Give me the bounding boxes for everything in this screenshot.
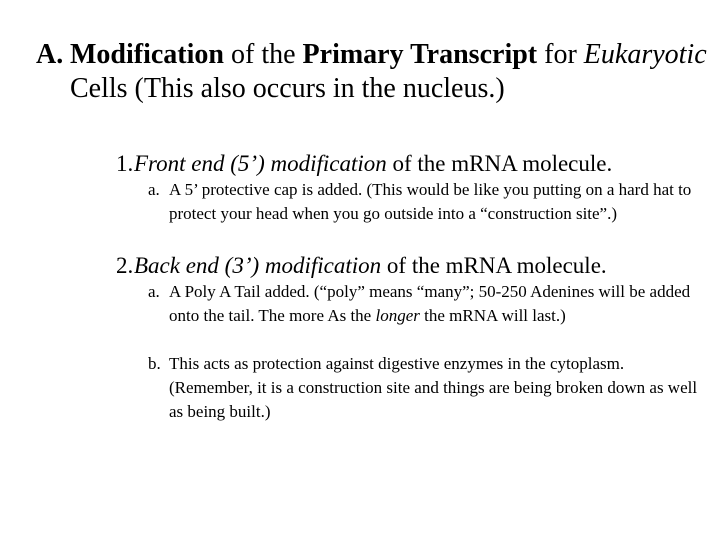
point-1-sub-a-text: A 5’ protective cap is added. (This would be like you putting on a hard hat to protect your head when you go outside into a “construction site”.) [169, 180, 692, 223]
point-2 [116, 252, 696, 280]
heading-italic-eukaryotic: Eukaryotic [583, 39, 707, 70]
point-2-sub-b-letter: b. [148, 354, 161, 373]
point-2-rest: of the mRNA molecule. [381, 253, 607, 278]
heading-text-2: for [537, 39, 584, 70]
point-1-sub-a [148, 178, 709, 226]
point-1-italic: Front end (5’) modification [134, 151, 387, 176]
point-1 [116, 150, 696, 178]
point-2-sub-b [148, 352, 709, 424]
point-2-sub-a-text-after: the mRNA will last.) [419, 306, 566, 325]
point-2-sub-b-text: This acts as protection against digestive enzymes in the cytoplasm. (Remember, it is a construction site and things are being broken down as well as being built.) [169, 354, 698, 421]
heading-text-1: of the [224, 39, 303, 70]
point-2-sub-a [148, 280, 709, 328]
point-2-sub-a-letter: a. [148, 282, 160, 301]
point-2-sub-a-text-before: A Poly A Tail added. (“poly” means “many”; 50-250 Adenines will be added onto the tail. The more As the [169, 282, 691, 325]
heading-text-3: Cells (This also occurs in the nucleus.) [70, 73, 505, 104]
heading-a [36, 38, 710, 106]
point-2-italic: Back end (3’) modification [134, 253, 382, 278]
heading-bold-primary-transcript: Primary Transcript [302, 39, 538, 70]
point-2-number: 2. [116, 253, 134, 278]
point-1-rest: of the mRNA molecule. [386, 151, 613, 176]
heading-bold-modification: Modification [70, 39, 224, 70]
heading-marker: A. [36, 39, 64, 70]
point-1-number: 1. [116, 151, 134, 176]
point-2-sub-a-italic: longer [375, 306, 420, 325]
point-1-sub-a-letter: a. [148, 180, 160, 199]
